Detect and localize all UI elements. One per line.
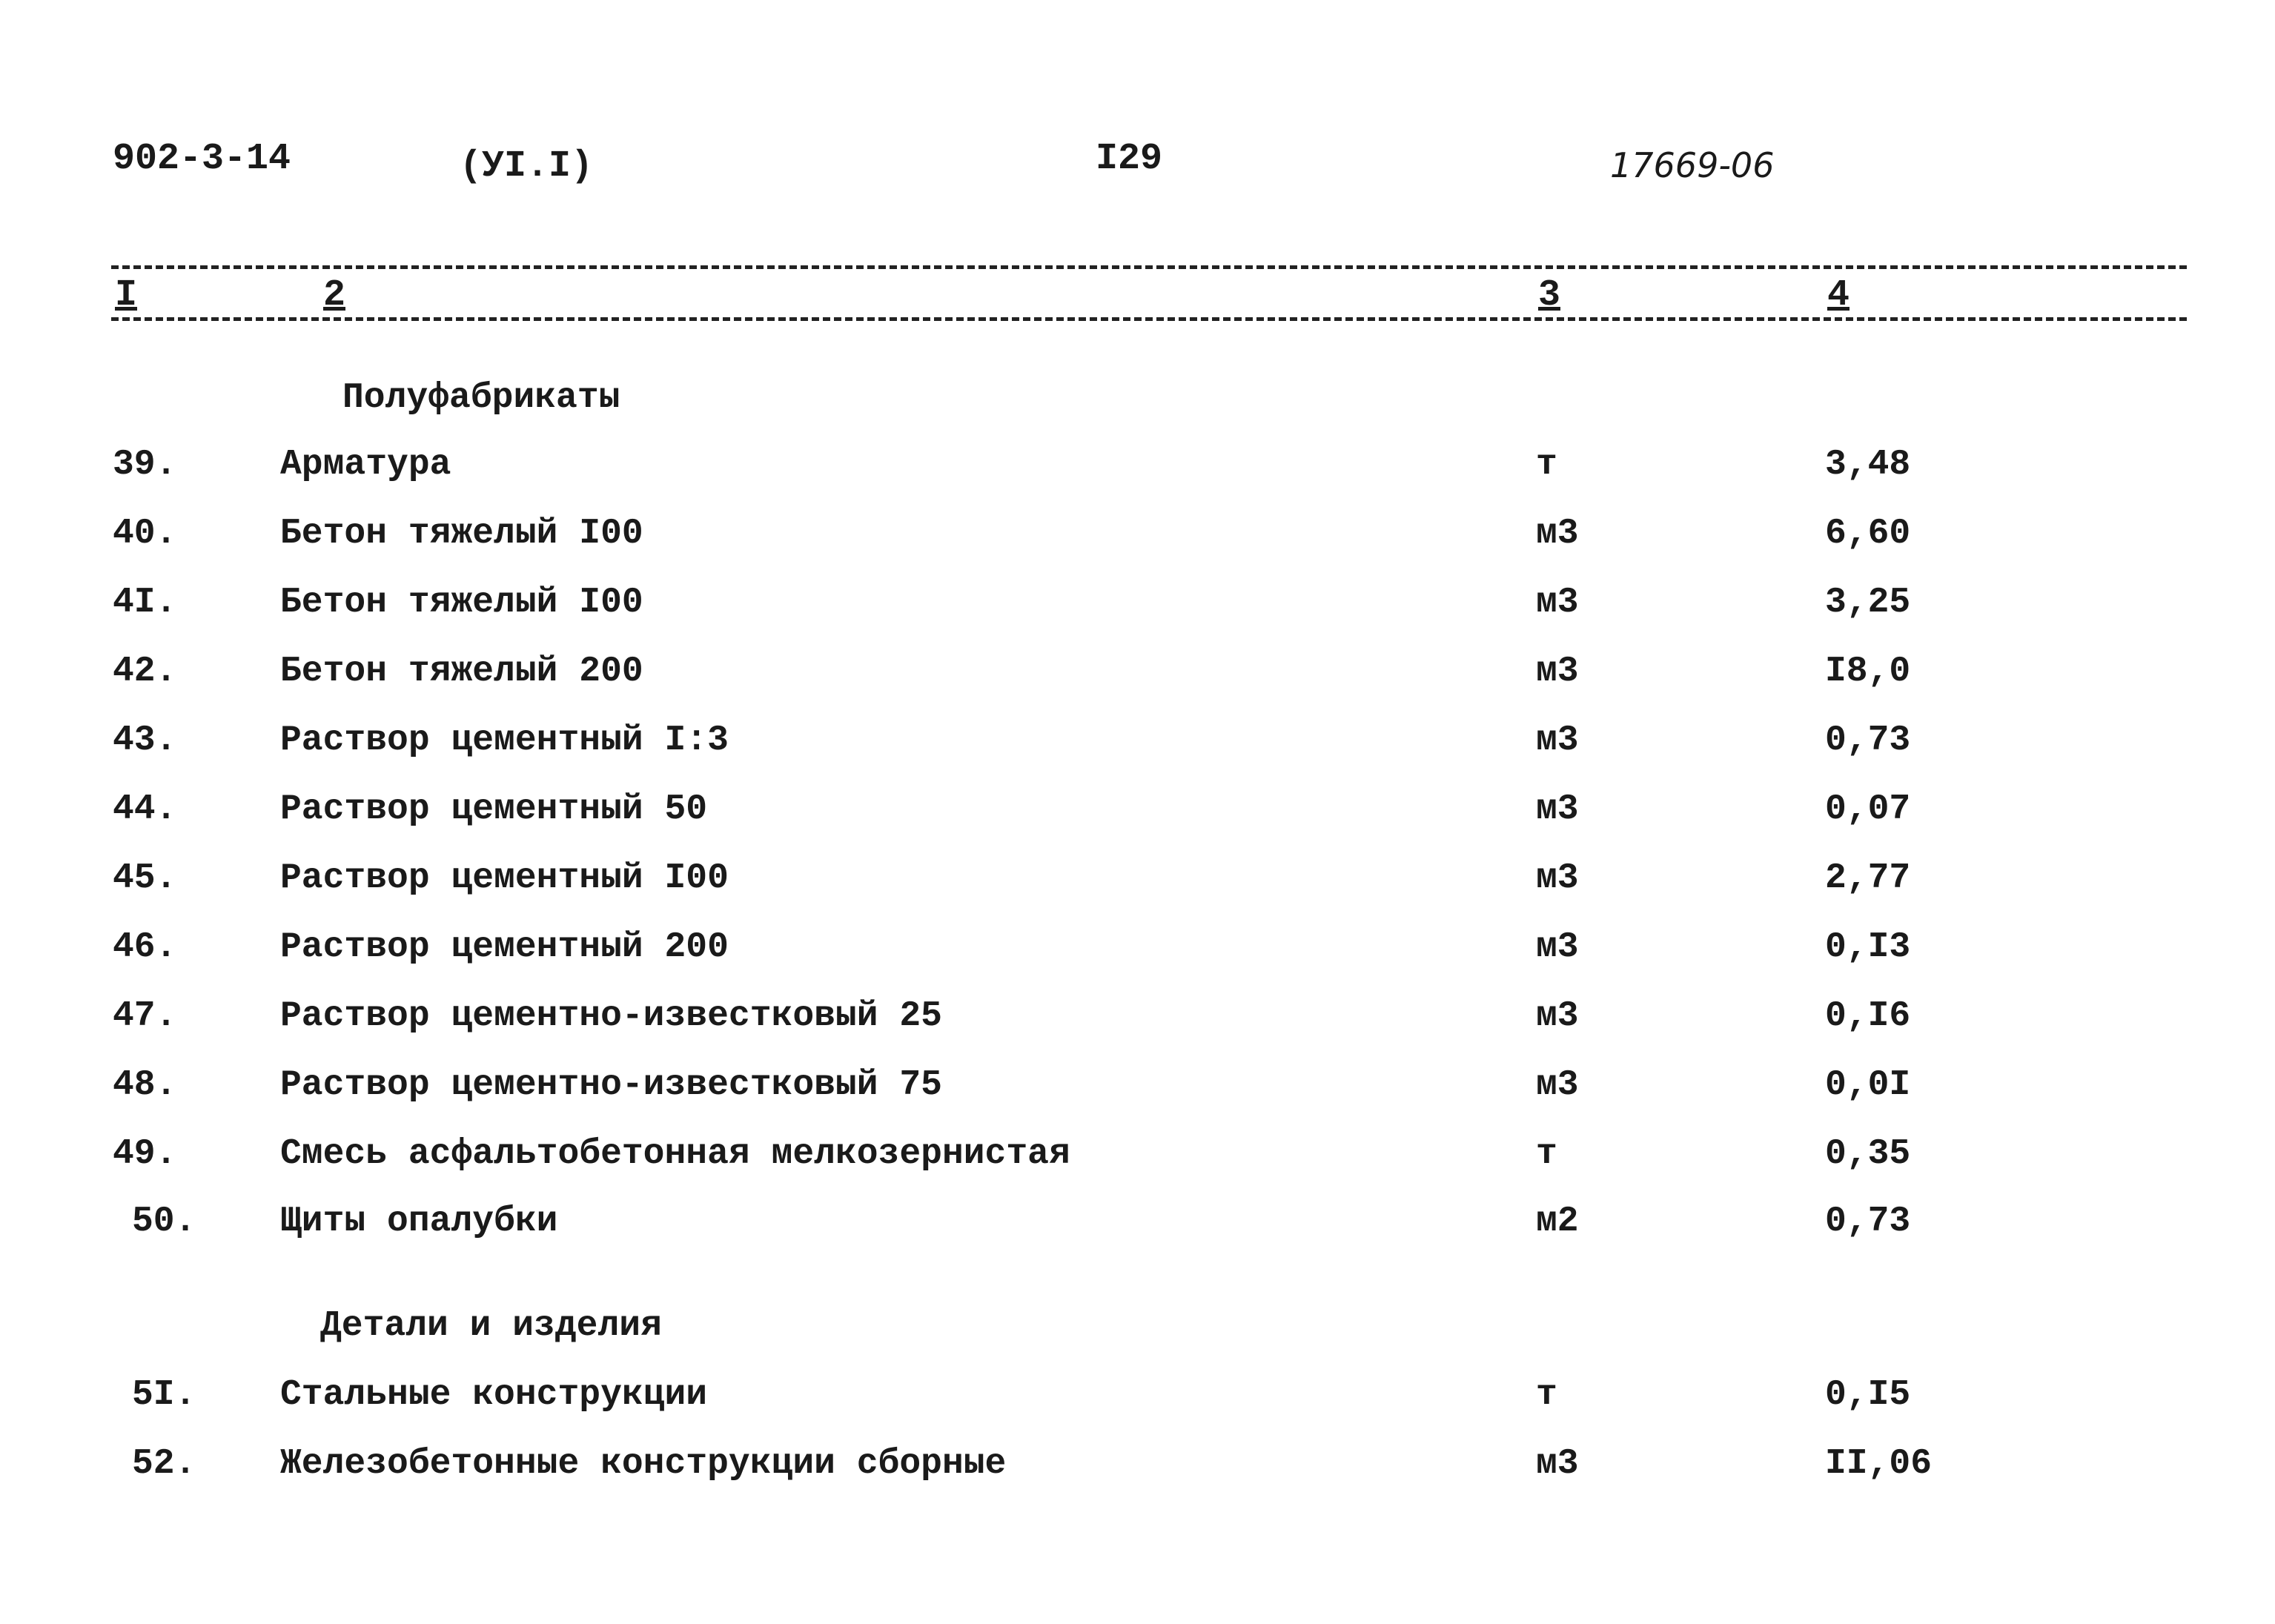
row-number: 44.: [113, 789, 177, 829]
row-name: Железобетонные конструкции сборные: [280, 1444, 1007, 1484]
column-header-4: 4: [1827, 274, 1850, 316]
table-row: [0, 1444, 2275, 1503]
row-name: Бетон тяжелый I00: [280, 514, 643, 554]
row-name: Бетон тяжелый 200: [280, 652, 643, 692]
row-name: Смесь асфальтобетонная мелкозернистая: [280, 1134, 1070, 1174]
table-row: [0, 583, 2275, 642]
inventory-number: 17669-06: [1610, 145, 1775, 185]
row-number: 50.: [132, 1202, 196, 1242]
row-quantity: 2,77: [1825, 858, 1911, 898]
table-row: [0, 1134, 2275, 1193]
row-name: Раствор цементно-известковый 25: [280, 996, 942, 1036]
row-quantity: 0,0I: [1825, 1065, 1911, 1105]
row-unit: м3: [1536, 858, 1579, 898]
row-name: Раствор цементный 200: [280, 927, 729, 967]
row-name: Стальные конструкции: [280, 1375, 708, 1415]
column-header-3: 3: [1538, 274, 1561, 316]
row-unit: м3: [1536, 996, 1579, 1036]
table-row: [0, 789, 2275, 849]
row-name: Раствор цементный I00: [280, 858, 729, 898]
row-unit: т: [1536, 1375, 1557, 1415]
document-code: 902-3-14: [113, 138, 291, 180]
row-unit: м3: [1536, 789, 1579, 829]
row-name: Щиты опалубки: [280, 1202, 558, 1242]
row-number: 47.: [113, 996, 177, 1036]
section-title-semi-finished: Полуфабрикаты: [342, 378, 620, 418]
table-row: [0, 1375, 2275, 1434]
row-number: 45.: [113, 858, 177, 898]
row-quantity: 6,60: [1825, 514, 1911, 554]
table-row: [0, 514, 2275, 573]
column-header-1: I: [115, 274, 138, 316]
row-number: 5I.: [132, 1375, 196, 1415]
section-code: (УI.I): [460, 145, 594, 188]
row-unit: м3: [1536, 514, 1579, 554]
row-quantity: II,06: [1825, 1444, 1933, 1484]
row-number: 42.: [113, 652, 177, 692]
table-row: [0, 858, 2275, 918]
table-row: [0, 1202, 2275, 1261]
row-unit: м3: [1536, 652, 1579, 692]
row-number: 52.: [132, 1444, 196, 1484]
row-unit: м3: [1536, 927, 1579, 967]
row-unit: м3: [1536, 1065, 1579, 1105]
table-row: [0, 996, 2275, 1055]
row-name: Раствор цементно-известковый 75: [280, 1065, 942, 1105]
table-row: [0, 927, 2275, 987]
row-number: 43.: [113, 720, 177, 760]
column-header-2: 2: [323, 274, 346, 316]
row-quantity: I8,0: [1825, 652, 1911, 692]
row-unit: т: [1536, 445, 1557, 485]
row-name: Раствор цементный I:3: [280, 720, 729, 760]
row-unit: т: [1536, 1134, 1557, 1174]
row-number: 46.: [113, 927, 177, 967]
table-row: [0, 445, 2275, 504]
row-unit: м3: [1536, 583, 1579, 623]
table-row: [0, 720, 2275, 780]
row-quantity: 0,I3: [1825, 927, 1911, 967]
section-title-parts-and-products: Детали и изделия: [320, 1306, 662, 1346]
row-quantity: 3,25: [1825, 583, 1911, 623]
row-number: 4I.: [113, 583, 177, 623]
table-header-top-rule: [111, 265, 2187, 269]
table-row: [0, 1065, 2275, 1124]
page-number: I29: [1096, 138, 1163, 180]
row-quantity: 0,I6: [1825, 996, 1911, 1036]
row-number: 40.: [113, 514, 177, 554]
row-number: 49.: [113, 1134, 177, 1174]
row-name: Арматура: [280, 445, 451, 485]
row-name: Раствор цементный 50: [280, 789, 708, 829]
row-unit: м3: [1536, 1444, 1579, 1484]
table-row: [0, 652, 2275, 711]
row-quantity: 0,07: [1825, 789, 1911, 829]
row-quantity: 0,35: [1825, 1134, 1911, 1174]
row-unit: м2: [1536, 1202, 1579, 1242]
row-quantity: 0,73: [1825, 720, 1911, 760]
table-header-bottom-rule: [111, 317, 2187, 321]
row-quantity: 0,I5: [1825, 1375, 1911, 1415]
row-name: Бетон тяжелый I00: [280, 583, 643, 623]
row-number: 39.: [113, 445, 177, 485]
row-unit: м3: [1536, 720, 1579, 760]
row-quantity: 3,48: [1825, 445, 1911, 485]
row-number: 48.: [113, 1065, 177, 1105]
row-quantity: 0,73: [1825, 1202, 1911, 1242]
